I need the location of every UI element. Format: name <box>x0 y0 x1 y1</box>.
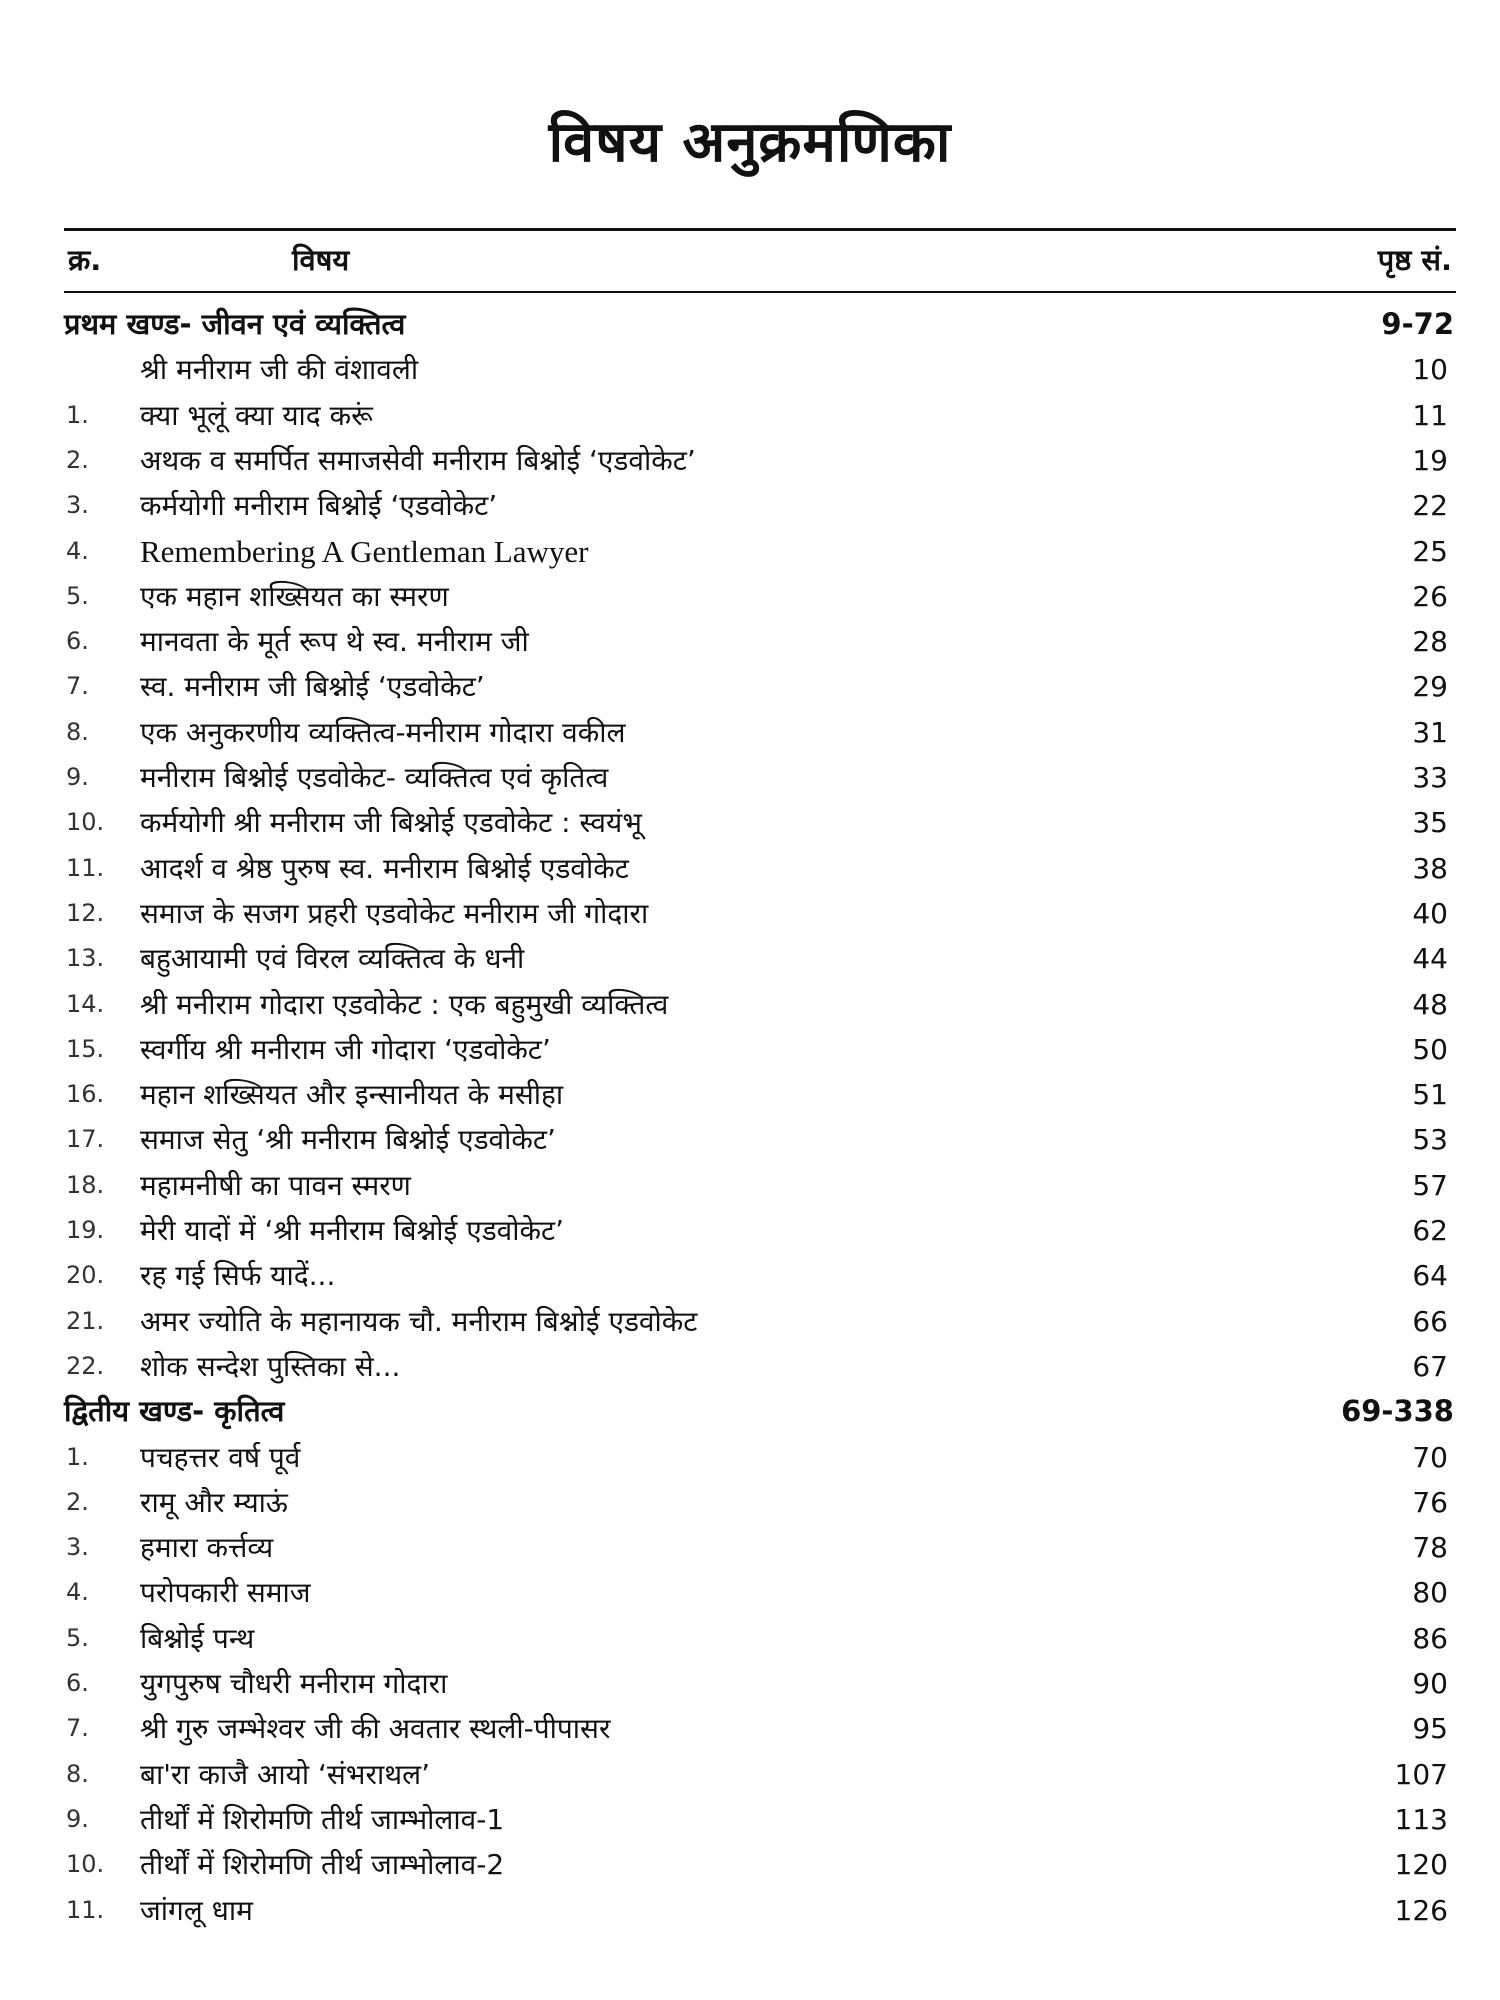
toc-entry-number: 5. <box>66 581 89 610</box>
toc-entry-number: 17. <box>66 1125 105 1154</box>
toc-entry-number: 2. <box>66 445 89 474</box>
toc-entry-page: 38 <box>1412 851 1448 885</box>
toc-entry <box>0 1616 1500 1661</box>
toc-entry-page: 67 <box>1412 1349 1448 1383</box>
toc-entry <box>0 1661 1500 1706</box>
toc-entry-page: 29 <box>1412 670 1448 704</box>
toc-entry-title: रह गई सिर्फ यादें... <box>140 1259 336 1293</box>
toc-entry <box>0 982 1500 1027</box>
toc-entry-title: स्व. मनीराम जी बिश्नोई ‘एडवोकेट’ <box>140 670 485 704</box>
toc-entry-title: Remembering A Gentleman Lawyer <box>140 533 589 569</box>
toc-entry <box>0 529 1500 574</box>
page-title: विषय अनुक्रमणिका <box>548 110 952 175</box>
toc-entry-page: 95 <box>1412 1712 1448 1746</box>
toc-entry-page: 120 <box>1394 1848 1448 1882</box>
toc-entry-title: बिश्नोई पन्थ <box>140 1621 255 1655</box>
toc-entry <box>0 1888 1500 1933</box>
toc-entry-page: 76 <box>1412 1485 1448 1519</box>
toc-entry-number: 10. <box>66 808 105 837</box>
toc-entry-page: 40 <box>1412 896 1448 930</box>
toc-entry-title: कर्मयोगी मनीराम बिश्नोई ‘एडवोकेट’ <box>140 489 498 523</box>
toc-entry-number: 11. <box>66 1895 105 1924</box>
toc-entry-page: 10 <box>1412 353 1448 387</box>
toc-entry-title: बहुआयामी एवं विरल व्यक्तित्व के धनी <box>140 942 525 976</box>
toc-entry <box>0 1208 1500 1253</box>
toc-entry-title: समाज के सजग प्रहरी एडवोकेट मनीराम जी गोदारा <box>140 896 649 930</box>
toc-entry-number: 22. <box>66 1351 105 1380</box>
toc-entry-number: 1. <box>66 400 89 429</box>
toc-entry-page: 113 <box>1394 1802 1448 1836</box>
toc-entry-page: 86 <box>1412 1621 1448 1655</box>
toc-entry-title: रामू और म्याऊं <box>140 1485 288 1519</box>
toc-entry <box>0 664 1500 709</box>
toc-entry-page: 28 <box>1412 625 1448 659</box>
toc-section-page-range: 69-338 <box>1341 1394 1454 1429</box>
toc-entry <box>0 1706 1500 1751</box>
toc-section-title: प्रथम खण्ड- जीवन एवं व्यक्तित्व <box>64 307 406 341</box>
toc-entry-number: 16. <box>66 1080 105 1109</box>
toc-entry-page: 80 <box>1412 1576 1448 1610</box>
toc-entry-title: अथक व समर्पित समाजसेवी मनीराम बिश्नोई ‘एडवोकेट’ <box>140 443 696 477</box>
toc-entry-number: 14. <box>66 989 105 1018</box>
column-header-page: पृष्ठ सं. <box>1377 243 1452 277</box>
toc-entry-page: 26 <box>1412 579 1448 613</box>
toc-entry <box>0 1163 1500 1208</box>
toc-section-heading <box>0 1389 1500 1434</box>
toc-entry-number: 4. <box>66 536 89 565</box>
toc-entry-page: 33 <box>1412 761 1448 794</box>
toc-entry-number: 7. <box>66 672 89 701</box>
toc-entry-number: 6. <box>66 1669 89 1697</box>
toc-entry-number: 9. <box>66 763 89 791</box>
toc-entry <box>0 1752 1500 1797</box>
toc-entry-number: 12. <box>66 898 105 927</box>
toc-entry-title: स्वर्गीय श्री मनीराम जी गोदारा ‘एडवोकेट’ <box>140 1032 551 1066</box>
toc-entry-page: 48 <box>1412 987 1448 1021</box>
toc-entry <box>0 1435 1500 1480</box>
toc-entry-title: एक महान शख्सियत का स्मरण <box>140 579 449 613</box>
toc-entry <box>0 1072 1500 1117</box>
toc-entry-title: श्री मनीराम गोदारा एडवोकेट : एक बहुमुखी व्यक्तित्व <box>140 987 669 1021</box>
toc-entry <box>0 1117 1500 1162</box>
toc-entry-page: 90 <box>1412 1667 1448 1700</box>
toc-entry-page: 51 <box>1412 1078 1448 1112</box>
toc-entry-number: 10. <box>66 1850 105 1879</box>
toc-entry-title: महामनीषी का पावन स्मरण <box>140 1168 411 1202</box>
toc-entry <box>0 755 1500 800</box>
toc-entry-number: 5. <box>66 1623 89 1652</box>
toc-entry-page: 44 <box>1412 942 1448 976</box>
toc-entry-page: 126 <box>1394 1893 1448 1927</box>
toc-entry-number: 9. <box>66 1804 89 1833</box>
toc-entry-title: क्या भूलूं क्या याद करूं <box>140 398 373 432</box>
toc-entry-page: 70 <box>1412 1440 1448 1474</box>
toc-entry-title: आदर्श व श्रेष्ठ पुरुष स्व. मनीराम बिश्नोई एडवोकेट <box>140 851 629 885</box>
toc-entry-page: 53 <box>1412 1123 1448 1157</box>
toc-entry-title: बा'रा काजै आयो ‘संभराथल’ <box>140 1757 430 1791</box>
toc-entry-title: जांगलू धाम <box>140 1893 253 1927</box>
toc-entry-page: 64 <box>1412 1259 1448 1293</box>
toc-entry-title: कर्मयोगी श्री मनीराम जी बिश्नोई एडवोकेट : स्वयंभू <box>140 806 642 840</box>
toc-section-heading <box>0 302 1500 347</box>
toc-entry-number: 8. <box>66 717 89 746</box>
toc-entry-number: 21. <box>66 1306 105 1335</box>
toc-entry-page: 19 <box>1412 443 1448 477</box>
toc-section-title: द्वितीय खण्ड- कृतित्व <box>64 1394 285 1429</box>
toc-entry-number: 19. <box>66 1216 105 1244</box>
toc-entry-page: 78 <box>1412 1531 1448 1565</box>
toc-entry <box>0 1570 1500 1615</box>
toc-entry <box>0 619 1500 664</box>
toc-entry <box>0 1797 1500 1842</box>
toc-entry-page: 31 <box>1412 715 1448 749</box>
toc-entry <box>0 347 1500 392</box>
toc-entry-page: 57 <box>1412 1168 1448 1202</box>
toc-entry <box>0 1299 1500 1344</box>
toc-entry <box>0 1480 1500 1525</box>
toc-entry <box>0 1253 1500 1298</box>
toc-entry <box>0 1525 1500 1570</box>
toc-section-page-range: 9-72 <box>1381 307 1454 341</box>
toc-entry <box>0 483 1500 528</box>
column-header-subject: विषय <box>292 243 350 277</box>
toc-entry-title: मेरी यादों में ‘श्री मनीराम बिश्नोई एडवोकेट’ <box>140 1214 565 1247</box>
toc-entry-page: 11 <box>1412 398 1448 432</box>
toc-entry-number: 13. <box>66 944 105 973</box>
column-header-number: क्र. <box>68 243 102 277</box>
toc-entry-title: परोपकारी समाज <box>140 1576 311 1610</box>
toc-entry-number: 11. <box>66 853 105 882</box>
toc-entry-page: 22 <box>1412 489 1448 523</box>
toc-entry-title: महान शख्सियत और इन्सानीयत के मसीहा <box>140 1078 564 1112</box>
toc-entry-number: 2. <box>66 1487 89 1516</box>
toc-entry <box>0 438 1500 483</box>
toc-entry <box>0 574 1500 619</box>
toc-entry-number: 1. <box>66 1442 89 1471</box>
toc-entry <box>0 800 1500 845</box>
toc-entry-title: पचहत्तर वर्ष पूर्व <box>140 1440 301 1474</box>
toc-entry-number: 4. <box>66 1578 89 1607</box>
toc-entry-title: अमर ज्योति के महानायक चौ. मनीराम बिश्नोई एडवोकेट <box>140 1304 698 1338</box>
toc-entry-title: तीर्थों में शिरोमणि तीर्थ जाम्भोलाव-2 <box>140 1848 505 1882</box>
toc-entry-page: 50 <box>1412 1032 1448 1066</box>
toc-entry-number: 3. <box>66 1533 89 1562</box>
toc-entry-title: मानवता के मूर्त रूप थे स्व. मनीराम जी <box>140 625 529 659</box>
toc-entry <box>0 1344 1500 1389</box>
toc-entry-number: 7. <box>66 1714 89 1743</box>
toc-entry-title: युगपुरुष चौधरी मनीराम गोदारा <box>140 1667 448 1700</box>
toc-entry <box>0 1027 1500 1072</box>
toc-entry-title: श्री मनीराम जी की वंशावली <box>140 353 419 387</box>
toc-entry-title: शोक सन्देश पुस्तिका से... <box>140 1349 401 1383</box>
toc-entry-number: 18. <box>66 1170 105 1199</box>
toc-entry <box>0 846 1500 891</box>
toc-entry-page: 107 <box>1394 1757 1448 1791</box>
toc-entry-number: 3. <box>66 491 89 520</box>
toc-entry <box>0 936 1500 981</box>
toc-entry-number: 15. <box>66 1034 105 1063</box>
toc-entry-title: समाज सेतु ‘श्री मनीराम बिश्नोई एडवोकेट’ <box>140 1123 556 1157</box>
toc-entry <box>0 710 1500 755</box>
toc-entry-number: 6. <box>66 627 89 656</box>
toc-entry-title: एक अनुकरणीय व्यक्तित्व-मनीराम गोदारा वकील <box>140 715 626 749</box>
toc-entry-title: मनीराम बिश्नोई एडवोकेट- व्यक्तित्व एवं कृतित्व <box>140 761 609 794</box>
toc-entry-number: 20. <box>66 1261 105 1290</box>
toc-entry-page: 66 <box>1412 1304 1448 1338</box>
toc-entry <box>0 393 1500 438</box>
toc-entry-title: हमारा कर्त्तव्य <box>140 1531 274 1565</box>
toc-entry-page: 62 <box>1412 1214 1448 1247</box>
toc-entry-title: तीर्थों में शिरोमणि तीर्थ जाम्भोलाव-1 <box>140 1802 505 1836</box>
toc-entry-title: श्री गुरु जम्भेश्वर जी की अवतार स्थली-पीपासर <box>140 1712 611 1746</box>
toc-entry-page: 25 <box>1412 534 1448 568</box>
toc-entry-number: 8. <box>66 1759 89 1788</box>
toc-entry <box>0 891 1500 936</box>
toc-entry <box>0 1842 1500 1887</box>
toc-entry-page: 35 <box>1412 806 1448 840</box>
